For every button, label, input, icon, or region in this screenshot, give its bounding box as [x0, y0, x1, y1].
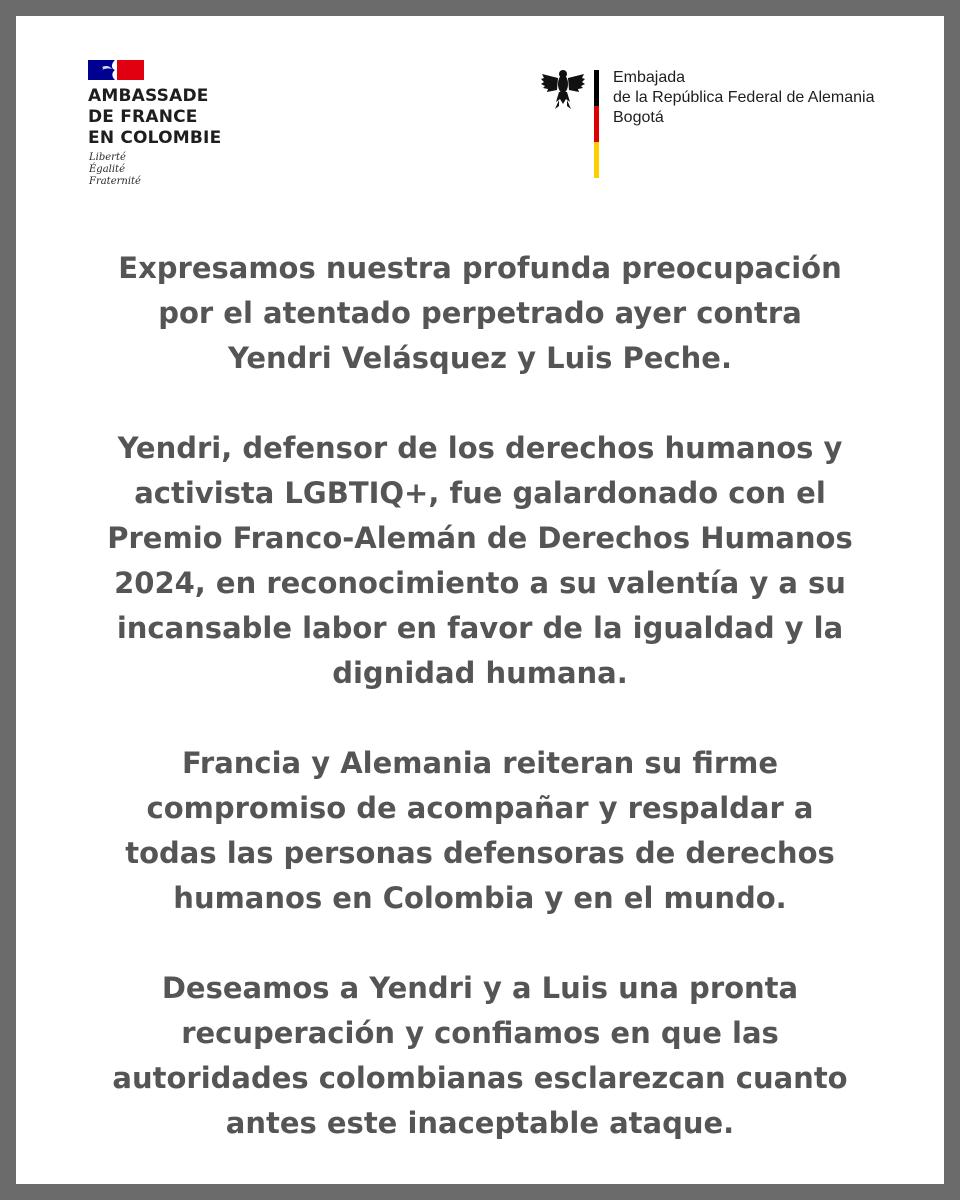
paragraph-line: Yendri, defensor de los derechos humanos y — [117, 431, 843, 465]
motto-fraternite: Fraternité — [89, 176, 141, 187]
paragraph-line: compromiso de acompañar y respaldar a — [146, 791, 814, 825]
germany-title-line-1: Embajada — [613, 69, 686, 86]
paragraph-line: 2024, en reconocimiento a su valentía y a su — [114, 566, 846, 600]
flag-stripe-black — [594, 70, 599, 106]
paragraph-line: por el atentado perpetrado ayer contra — [158, 296, 802, 330]
paragraph-line: autoridades colombianas esclarezcan cuanto — [112, 1061, 848, 1095]
paragraph-concern — [56, 246, 904, 381]
paragraph-line: todas las personas defensoras de derechos — [125, 836, 835, 870]
france-title-line-3: EN COLOMBIE — [88, 128, 222, 148]
marianne-flag-icon — [88, 60, 144, 80]
paragraph-line: Deseamos a Yendri y a Luis una pronta — [161, 971, 799, 1005]
statement-body — [56, 246, 904, 1146]
paragraph-line: incansable labor en favor de la igualdad y la — [116, 611, 844, 645]
paragraph-line: antes este inaceptable ataque. — [225, 1106, 735, 1140]
france-title-line-1: AMBASSADE — [88, 86, 209, 106]
paragraph-line: Premio Franco-Alemán de Derechos Humanos — [107, 521, 853, 555]
france-motto — [89, 152, 141, 188]
paragraph-line: Expresamos nuestra profunda preocupación — [118, 251, 842, 285]
federal-eagle-icon — [540, 66, 586, 110]
statement-card — [16, 16, 944, 1184]
paragraph-line: Francia y Alemania reiteran su firme — [181, 746, 779, 780]
germany-title-line-3: Bogotá — [613, 109, 664, 126]
paragraph-wishes — [56, 966, 904, 1146]
paragraph-line: activista LGBTIQ+, fue galardonado con el — [134, 476, 826, 510]
paragraph-line: Yendri Velásquez y Luis Peche. — [228, 341, 732, 375]
paragraph-line: humanos en Colombia y en el mundo. — [173, 881, 787, 915]
france-embassy-title — [88, 86, 288, 149]
germany-title-line-2: de la República Federal de Alemania — [613, 89, 875, 106]
germany-embassy-title — [613, 68, 875, 128]
motto-liberte: Liberté — [89, 152, 126, 163]
paragraph-award — [56, 426, 904, 696]
france-title-line-2: DE FRANCE — [88, 107, 198, 127]
paragraph-line: dignidad humana. — [332, 656, 628, 690]
flag-stripe-gold — [594, 142, 599, 178]
german-flag-bar — [594, 70, 599, 178]
flag-stripe-red — [594, 106, 599, 142]
paragraph-line: recuperación y confiamos en que las — [181, 1016, 779, 1050]
motto-egalite: Égalité — [89, 164, 125, 175]
paragraph-commitment — [56, 741, 904, 921]
